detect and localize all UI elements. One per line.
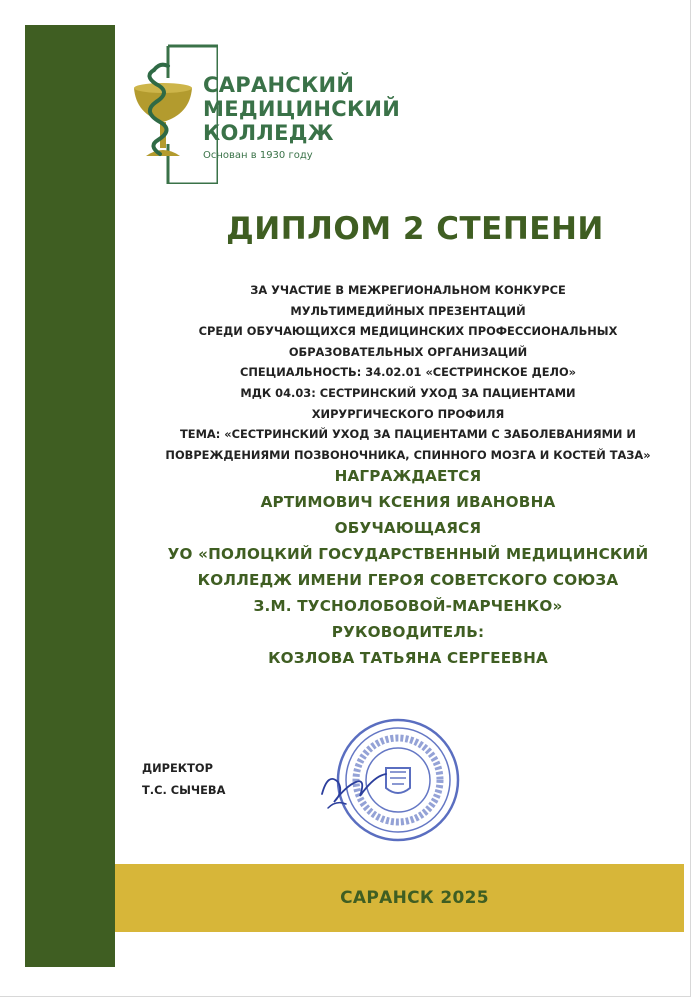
body-line: СПЕЦИАЛЬНОСТЬ: 34.02.01 «СЕСТРИНСКОЕ ДЕЛО» bbox=[239, 365, 577, 380]
award-line: НАГРАЖДАЕТСЯ bbox=[334, 467, 482, 486]
body-line: МУЛЬТИМЕДИЙНЫХ ПРЕЗЕНТАЦИЙ bbox=[290, 303, 526, 318]
logo-line: МЕДИЦИНСКИЙ bbox=[203, 97, 401, 121]
college-logo bbox=[120, 44, 420, 189]
award-line: АРТИМОВИЧ КСЕНИЯ ИВАНОВНА bbox=[260, 493, 556, 512]
award-line: КОЛЛЕДЖ ИМЕНИ ГЕРОЯ СОВЕТСКОГО СОЮЗА bbox=[197, 571, 619, 590]
signature-role: ДИРЕКТОР bbox=[142, 761, 213, 775]
diploma-body bbox=[118, 280, 698, 671]
signature-name: Т.С. СЫЧЕВА bbox=[142, 783, 226, 797]
official-stamp-icon bbox=[316, 712, 466, 847]
left-green-bar bbox=[25, 25, 115, 967]
award-line: КОЗЛОВА ТАТЬЯНА СЕРГЕЕВНА bbox=[268, 649, 548, 668]
logo-line: САРАНСКИЙ bbox=[203, 73, 355, 97]
award-line: ОБУЧАЮЩАЯСЯ bbox=[334, 519, 482, 538]
award-block bbox=[118, 463, 698, 671]
logo-subtitle: Основан в 1930 году bbox=[203, 150, 313, 161]
body-line: ТЕМА: «СЕСТРИНСКИЙ УХОД ЗА ПАЦИЕНТАМИ С ЗАБОЛЕВАНИЯМИ И bbox=[180, 427, 636, 442]
body-line: ПОВРЕЖДЕНИЯМИ ПОЗВОНОЧНИКА, СПИННОГО МОЗГА И КОСТЕЙ ТАЗА» bbox=[165, 447, 651, 462]
logo-text bbox=[203, 73, 400, 161]
body-line: СРЕДИ ОБУЧАЮЩИХСЯ МЕДИЦИНСКИХ ПРОФЕССИОНАЛЬНЫХ bbox=[198, 324, 618, 339]
logo-line: КОЛЛЕДЖ bbox=[203, 121, 334, 145]
body-line: МДК 04.03: СЕСТРИНСКИЙ УХОД ЗА ПАЦИЕНТАМИ bbox=[240, 385, 576, 400]
footer-city-year: САРАНСК 2025 bbox=[340, 888, 489, 908]
body-line: ОБРАЗОВАТЕЛЬНЫХ ОРГАНИЗАЦИЙ bbox=[288, 344, 528, 359]
award-line: З.М. ТУСНОЛОБОВОЙ-МАРЧЕНКО» bbox=[253, 597, 563, 616]
director-signature bbox=[142, 757, 225, 801]
diploma-title: ДИПЛОМ 2 СТЕПЕНИ bbox=[226, 211, 604, 247]
award-line: РУКОВОДИТЕЛЬ: bbox=[331, 623, 485, 642]
body-line: ЗА УЧАСТИЕ В МЕЖРЕГИОНАЛЬНОМ КОНКУРСЕ bbox=[250, 283, 566, 297]
footer-bar bbox=[115, 864, 684, 932]
award-line: УО «ПОЛОЦКИЙ ГОСУДАРСТВЕННЫЙ МЕДИЦИНСКИЙ bbox=[167, 545, 649, 564]
body-line: ХИРУРГИЧЕСКОГО ПРОФИЛЯ bbox=[311, 406, 505, 421]
